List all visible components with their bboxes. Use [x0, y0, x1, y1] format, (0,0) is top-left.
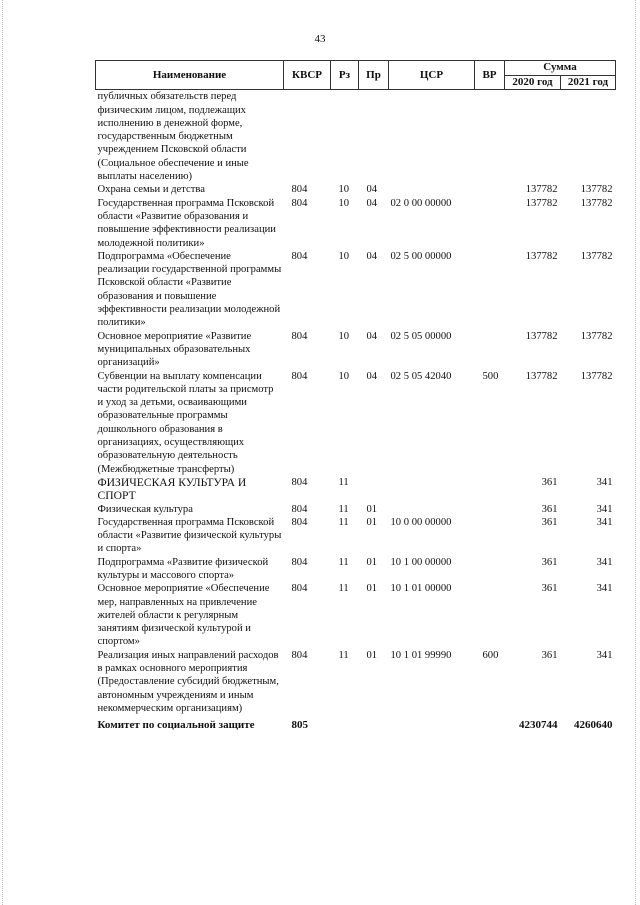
- row-sum-2021: 341: [596, 476, 613, 488]
- row-vr: [475, 476, 505, 503]
- row-pr: 04: [366, 184, 378, 196]
- row-name: Реализация иных направлений расходов в рамках основного мероприятия (Предоставление субсидий бюджетным, автономным учреждениям и иным некоммерческим организациям): [97, 649, 279, 714]
- row-sum-2020: 361: [541, 649, 558, 661]
- row-rz: 11: [338, 649, 349, 661]
- table-row: [96, 476, 616, 503]
- row-rz: 10: [338, 370, 350, 382]
- header-rz: Рз: [331, 61, 359, 90]
- row-pr: 01: [366, 583, 378, 595]
- row-rz: 11: [338, 503, 349, 515]
- row-csr: 02 0 00 00000: [390, 197, 452, 209]
- budget-table: [95, 60, 616, 733]
- row-pr: 01: [366, 649, 378, 661]
- row-pr: 04: [366, 197, 378, 209]
- row-rz: 11: [338, 516, 349, 528]
- row-sum-2021: 137782: [580, 250, 613, 262]
- row-pr: [359, 476, 389, 503]
- row-kvsr: [284, 90, 331, 184]
- header-year-2021: 2021 год: [561, 76, 616, 90]
- row-rz: [331, 90, 359, 184]
- row-csr: [389, 715, 475, 732]
- row-sum-2021: 137782: [580, 370, 613, 382]
- row-csr: [389, 183, 475, 196]
- header-name: Наименование: [96, 61, 284, 90]
- table-row: [96, 516, 616, 556]
- row-sum-2021: 137782: [580, 184, 613, 196]
- row-csr: 02 5 05 00000: [390, 330, 452, 342]
- table-row: [96, 90, 616, 184]
- table-row: [96, 183, 616, 196]
- table-header: [96, 61, 616, 90]
- row-vr: 500: [482, 370, 499, 382]
- row-pr: 04: [366, 250, 378, 262]
- table-row: [96, 582, 616, 648]
- row-csr: [389, 503, 475, 516]
- row-sum-2020: 361: [541, 516, 558, 528]
- row-vr: [475, 250, 505, 330]
- row-vr: [475, 503, 505, 516]
- row-kvsr: 804: [291, 516, 308, 528]
- row-sum-2020: 361: [541, 583, 558, 595]
- row-sum-2021: 137782: [580, 330, 613, 342]
- row-sum-2020: 4230744: [519, 719, 558, 732]
- row-name: Подпрограмма «Развитие физической культуры и массового спорта»: [97, 556, 269, 581]
- row-kvsr: 804: [291, 476, 308, 488]
- row-kvsr: 804: [291, 330, 308, 342]
- row-sum-2021: 341: [596, 649, 613, 661]
- row-sum-2020: 137782: [525, 197, 558, 209]
- table-row: [96, 370, 616, 476]
- header-csr: ЦСР: [389, 61, 475, 90]
- row-sum-2021: 341: [596, 583, 613, 595]
- row-sum-2020: 361: [541, 476, 558, 488]
- row-vr: [475, 183, 505, 196]
- header-pr: Пр: [359, 61, 389, 90]
- row-rz: [331, 715, 359, 732]
- table-row: [96, 649, 616, 715]
- row-sum-2020: 361: [541, 556, 558, 568]
- row-pr: 04: [366, 330, 378, 342]
- row-vr: [475, 90, 505, 184]
- row-pr: [359, 715, 389, 732]
- table-row: [96, 503, 616, 516]
- row-sum-2020: [505, 90, 561, 184]
- scan-edge-left: [2, 0, 4, 905]
- row-name: Основное мероприятие «Обеспечение мер, направленных на привлечение жителей области к регулярным занятиям физической культурой и спортом»: [97, 583, 270, 648]
- row-pr: 01: [366, 556, 378, 568]
- row-kvsr: 804: [291, 197, 308, 209]
- row-kvsr: 804: [291, 250, 308, 262]
- row-csr: 02 5 05 42040: [390, 370, 452, 382]
- row-rz: 10: [338, 197, 350, 209]
- row-name: публичных обязательств перед физическим лицом, подлежащих исполнению в денежной форме, государственным бюджетным учреждением Псковской области (Социальное обеспечение и иные выплаты населению): [97, 91, 249, 183]
- row-csr: 02 5 00 00000: [390, 250, 452, 262]
- row-rz: 10: [338, 250, 350, 262]
- row-sum-2020: 361: [541, 503, 558, 515]
- row-sum-2021: 341: [596, 556, 613, 568]
- row-csr: 10 0 00 00000: [390, 516, 452, 528]
- row-sum-2021: 4260640: [574, 719, 613, 732]
- row-pr: 01: [366, 503, 378, 515]
- row-kvsr: 804: [291, 583, 308, 595]
- row-name: ФИЗИЧЕСКАЯ КУЛЬТУРА И СПОРТ: [97, 475, 247, 503]
- row-rz: 10: [338, 184, 350, 196]
- row-sum-2020: 137782: [525, 330, 558, 342]
- table-body: [96, 90, 616, 733]
- row-sum-2020: 137782: [525, 184, 558, 196]
- row-sum-2021: 137782: [580, 197, 613, 209]
- table-row: [96, 197, 616, 250]
- header-year-2020: 2020 год: [505, 76, 561, 90]
- row-name: Подпрограмма «Обеспечение реализации государственной программы Псковской области «Развитие образования и повышение эффективности реализации молодежной политики»: [97, 250, 282, 329]
- row-kvsr: 804: [291, 649, 308, 661]
- row-vr: [475, 330, 505, 370]
- row-rz: 11: [338, 556, 349, 568]
- row-name: Физическая культура: [97, 503, 193, 515]
- row-vr: 600: [482, 649, 499, 661]
- row-rz: 11: [338, 583, 349, 595]
- row-sum-2021: 341: [596, 516, 613, 528]
- row-kvsr: 804: [291, 556, 308, 568]
- row-csr: 10 1 00 00000: [390, 556, 452, 568]
- row-vr: [475, 197, 505, 250]
- row-name: Охрана семьи и детства: [97, 184, 205, 196]
- row-name: Субвенции на выплату компенсации части родительской платы за присмотр и уход за детьми, осваивающими образовательные программы дошкольного образования в организациях, осуществляющих образовательную деятельность (Межбюджетные трансферты): [97, 370, 274, 475]
- row-pr: [359, 90, 389, 184]
- table-row: [96, 556, 616, 583]
- row-name: Государственная программа Псковской области «Развитие физической культуры и спорта»: [97, 516, 282, 555]
- row-csr: [389, 476, 475, 503]
- row-vr: [475, 715, 505, 732]
- row-name: Комитет по социальной защите: [97, 719, 255, 732]
- row-name: Основное мероприятие «Развитие муниципальных образовательных организаций»: [97, 330, 252, 369]
- table-row: [96, 330, 616, 370]
- row-rz: 11: [338, 476, 349, 488]
- row-sum-2021: 341: [596, 503, 613, 515]
- header-kvsr: КВСР: [284, 61, 331, 90]
- row-vr: [475, 556, 505, 583]
- table-row: [96, 250, 616, 330]
- row-kvsr: 804: [291, 370, 308, 382]
- row-csr: [389, 90, 475, 184]
- header-vr: ВР: [475, 61, 505, 90]
- row-kvsr: 804: [291, 184, 308, 196]
- row-sum-2020: 137782: [525, 250, 558, 262]
- scan-edge-right: [635, 0, 637, 905]
- row-sum-2021: [561, 90, 616, 184]
- row-csr: 10 1 01 00000: [390, 583, 452, 595]
- row-vr: [475, 582, 505, 648]
- row-sum-2020: 137782: [525, 370, 558, 382]
- row-csr: 10 1 01 99990: [390, 649, 452, 661]
- budget-sheet: [95, 60, 615, 733]
- row-rz: 10: [338, 330, 350, 342]
- page-number: 43: [314, 33, 326, 45]
- row-pr: 01: [366, 516, 378, 528]
- row-name: Государственная программа Псковской области «Развитие образования и повышение эффективности реализации молодежной политики»: [97, 197, 276, 249]
- row-vr: [475, 516, 505, 556]
- row-pr: 04: [366, 370, 378, 382]
- header-sum: Сумма: [505, 61, 616, 76]
- row-kvsr: 805: [291, 719, 308, 732]
- table-row: [96, 715, 616, 732]
- row-kvsr: 804: [291, 503, 308, 515]
